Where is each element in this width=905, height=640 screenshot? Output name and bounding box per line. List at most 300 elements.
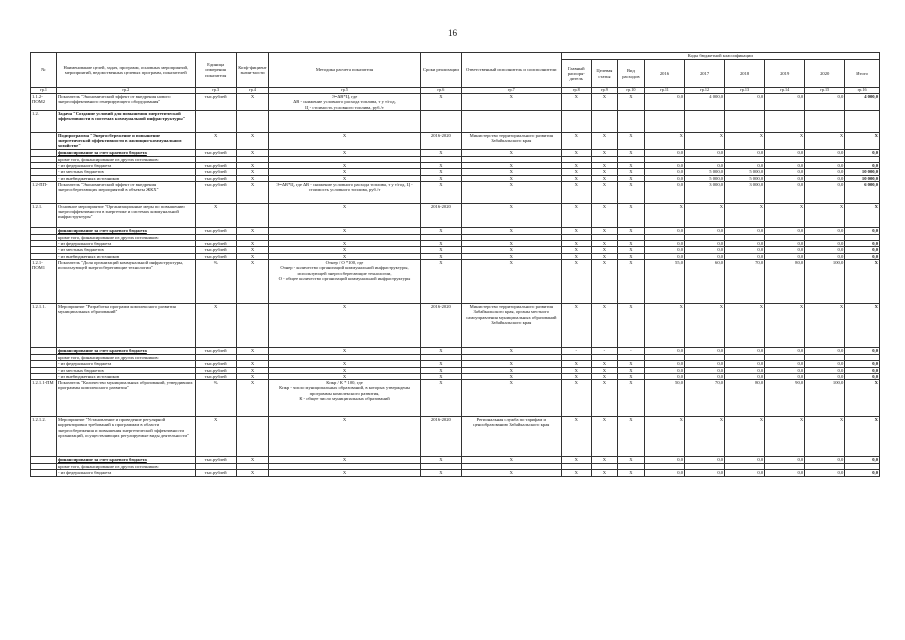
table-cell: 70,0 <box>685 380 725 417</box>
table-cell: X <box>617 241 644 247</box>
table-cell: X <box>269 373 421 379</box>
table-cell: 0,0 <box>725 373 765 379</box>
table-cell: 0,0 <box>765 227 805 234</box>
gr-cell: гр.15 <box>805 88 845 94</box>
table-cell: 0,0 <box>845 162 880 168</box>
table-cell: 60,0 <box>685 259 725 303</box>
table-row <box>31 149 880 156</box>
table-cell: X <box>461 181 561 203</box>
table-cell <box>31 149 57 156</box>
table-cell: X <box>236 470 268 476</box>
table-cell: 0,0 <box>644 470 684 476</box>
table-cell: - из внебюджетных источников <box>56 373 195 379</box>
table-cell: X <box>561 259 591 303</box>
table-cell: - из федерального бюджета <box>56 162 195 168</box>
table-cell: X <box>617 181 644 203</box>
table-cell: X <box>269 162 421 168</box>
table-cell: X <box>236 259 268 303</box>
table-row <box>31 259 880 303</box>
table-cell: тыс.рублей <box>195 253 236 259</box>
table-cell: X <box>236 162 268 168</box>
table-cell: X <box>561 247 591 253</box>
table-cell: X <box>561 380 591 417</box>
header-term: Сроки реализации <box>420 53 461 88</box>
table-cell: X <box>236 373 268 379</box>
table-cell <box>31 457 57 464</box>
table-cell: 0,0 <box>725 247 765 253</box>
table-cell: X <box>725 132 765 149</box>
table-cell: X <box>269 241 421 247</box>
table-cell: X <box>591 227 617 234</box>
table-cell: X <box>591 303 617 347</box>
table-cell: 0,0 <box>644 169 684 175</box>
header-method: Методика расчета показателя <box>269 53 421 88</box>
table-cell: X <box>617 417 644 457</box>
table-cell: 0,0 <box>685 373 725 379</box>
table-cell: X <box>591 241 617 247</box>
table-cell: 1.1.2-ПОМ2 <box>31 94 57 111</box>
table-cell: X <box>461 149 561 156</box>
table-cell: 1.2-ПП- <box>31 181 57 203</box>
header-coef: Коэф-фициент значи-мости <box>236 53 268 88</box>
table-cell: 0,0 <box>805 149 845 156</box>
table-cell: 0,0 <box>725 367 765 373</box>
table-cell: X <box>420 149 461 156</box>
table-cell <box>31 132 57 149</box>
table-cell: X <box>591 259 617 303</box>
table-cell: X <box>236 347 268 354</box>
table-cell: X <box>195 417 236 457</box>
table-cell: X <box>461 162 561 168</box>
table-cell: 0,0 <box>765 470 805 476</box>
table-cell: 1.2.1-ПОМ1 <box>31 259 57 303</box>
table-cell: X <box>617 247 644 253</box>
table-cell: X <box>269 203 421 227</box>
table-cell: Подпрограмма "Энергосбережение и повышение энергетической эффективности в жилищно-коммунальном хозяйстве" <box>56 132 195 149</box>
table-cell: X <box>561 175 591 181</box>
table-row <box>31 380 880 417</box>
table-cell: 55,0 <box>644 259 684 303</box>
table-cell <box>236 303 268 347</box>
table-cell: 0,0 <box>845 457 880 464</box>
table-cell: X <box>765 417 805 457</box>
table-cell: X <box>461 247 561 253</box>
table-cell: 0,0 <box>644 367 684 373</box>
table-cell: 0,0 <box>644 347 684 354</box>
table-cell: 80,0 <box>725 380 765 417</box>
table-cell: 0,0 <box>805 241 845 247</box>
table-cell: X <box>269 347 421 354</box>
table-cell: X <box>685 132 725 149</box>
table-cell: X <box>591 373 617 379</box>
table-cell: X <box>591 380 617 417</box>
table-row <box>31 110 880 132</box>
table-cell: Э=ΔВ*Ц, где ΔВ - снижение условного расхода топлива, т у т/год, Ц - стоимость условного топлива, руб./т <box>269 181 421 203</box>
table-cell: финансирование за счет краевого бюджета <box>56 149 195 156</box>
table-cell: финансирование за счет краевого бюджета <box>56 347 195 354</box>
table-cell: 100,0 <box>805 259 845 303</box>
table-cell: 0,0 <box>685 162 725 168</box>
table-cell: Министерство территориального развития Забайкальского края <box>461 132 561 149</box>
table-cell: X <box>461 457 561 464</box>
table-cell: 0,0 <box>765 149 805 156</box>
table-cell: X <box>269 169 421 175</box>
table-cell <box>195 110 236 132</box>
table-cell <box>765 110 805 132</box>
table-cell: X <box>269 175 421 181</box>
header-article: Целевая статья <box>591 60 617 88</box>
table-cell: 0,0 <box>644 361 684 367</box>
table-cell: X <box>591 132 617 149</box>
header-name: Наименование целей, задач, программ, основных мероприятий, мероприятий, ведомственных целевых программ, показателей <box>56 53 195 88</box>
table-cell: - из местных бюджетов <box>56 247 195 253</box>
table-cell: X <box>617 361 644 367</box>
table-cell: X <box>725 303 765 347</box>
table-cell: 5 000,0 <box>725 175 765 181</box>
table-cell <box>420 110 461 132</box>
table-cell: X <box>561 132 591 149</box>
table-cell: - <box>617 347 644 354</box>
table-cell: 1.2.1. <box>31 203 57 227</box>
table-cell: 0,0 <box>725 227 765 234</box>
gr-cell: гр.2 <box>56 88 195 94</box>
gr-cell: гр.1 <box>31 88 57 94</box>
table-cell: X <box>461 373 561 379</box>
table-cell: % <box>195 380 236 417</box>
table-cell: тыс.рублей <box>195 94 236 111</box>
table-cell: X <box>765 203 805 227</box>
table-cell: X <box>591 247 617 253</box>
header-num: № <box>31 53 57 88</box>
table-cell: X <box>591 361 617 367</box>
table-cell: X <box>420 380 461 417</box>
table-cell: 0,0 <box>644 247 684 253</box>
table-cell: Э=ΔВ*Ц, где ΔВ - снижение условного расхода топлива, т у т/год, Ц - стоимость условного топлива, руб./т <box>269 94 421 111</box>
table-cell: 0,0 <box>765 367 805 373</box>
table-cell: 0,0 <box>805 457 845 464</box>
table-cell: X <box>644 417 684 457</box>
table-cell: X <box>561 94 591 111</box>
table-cell: X <box>269 253 421 259</box>
table-cell: X <box>236 149 268 156</box>
table-cell: Задача "Создание условий для повышения энергетической эффективности в системах коммунальной инфраструктуры" <box>56 110 195 132</box>
table-cell: 0,0 <box>644 373 684 379</box>
table-cell: 0,0 <box>765 361 805 367</box>
table-cell <box>685 110 725 132</box>
table-cell: X <box>461 227 561 234</box>
table-cell: 50,0 <box>644 380 684 417</box>
table-cell: X <box>236 241 268 247</box>
table-cell: X <box>561 367 591 373</box>
header-2016: 2016 <box>644 60 684 88</box>
table-cell: кроме того, финансирование из других источников: <box>56 464 195 470</box>
table-cell: 0,0 <box>644 241 684 247</box>
table-cell: X <box>420 259 461 303</box>
table-cell: X <box>845 203 880 227</box>
table-cell: 4 000,0 <box>845 94 880 111</box>
table-cell: X <box>236 367 268 373</box>
table-cell: X <box>845 132 880 149</box>
table-cell: 2016-2020 <box>420 303 461 347</box>
table-cell: 0,0 <box>725 94 765 111</box>
table-cell: 0,0 <box>845 227 880 234</box>
table-cell: тыс.рублей <box>195 347 236 354</box>
table-cell: 0,0 <box>765 175 805 181</box>
table-cell: 0,0 <box>685 361 725 367</box>
table-cell: X <box>461 259 561 303</box>
table-cell: X <box>420 361 461 367</box>
table-cell: X <box>591 417 617 457</box>
table-cell: X <box>765 303 805 347</box>
table-cell: 0,0 <box>644 94 684 111</box>
table-cell: 0,0 <box>805 373 845 379</box>
table-cell: 0,0 <box>845 373 880 379</box>
table-cell <box>617 110 644 132</box>
table-cell: X <box>845 303 880 347</box>
header-chief: Главный распоря-дитель <box>561 60 591 88</box>
table-cell: 0,0 <box>805 347 845 354</box>
table-cell: 0,0 <box>725 162 765 168</box>
table-cell: X <box>805 417 845 457</box>
table-cell: X <box>617 470 644 476</box>
table-cell: 0,0 <box>685 227 725 234</box>
table-cell: 0,0 <box>685 149 725 156</box>
table-cell <box>591 110 617 132</box>
table-cell: X <box>561 417 591 457</box>
table-cell: X <box>591 253 617 259</box>
table-cell: X <box>269 417 421 457</box>
table-row <box>31 303 880 347</box>
table-cell: X <box>461 241 561 247</box>
gr-cell: гр.13 <box>725 88 765 94</box>
table-cell: 0,0 <box>644 181 684 203</box>
table-cell: 0,0 <box>725 361 765 367</box>
table-cell: X <box>617 373 644 379</box>
table-cell: X <box>685 203 725 227</box>
table-cell: X <box>461 203 561 227</box>
table-cell: - из федерального бюджета <box>56 241 195 247</box>
table-cell: X <box>561 361 591 367</box>
table-cell: 5 000,0 <box>725 169 765 175</box>
table-cell: X <box>617 175 644 181</box>
table-cell: 1.2.1.2. <box>31 417 57 457</box>
table-cell: X <box>236 94 268 111</box>
header-budget-group: Коды бюджетной классификации <box>561 53 879 60</box>
table-cell: кроме того, финансирование из других источников: <box>56 354 195 360</box>
table-cell: - из внебюджетных источников <box>56 253 195 259</box>
table-cell: X <box>591 94 617 111</box>
table-cell: Отнер / О *100, где Оэнер - количество организаций коммунальной инфраструктуры, использующей энергосберегающие технологии, О - общее количество организаций коммунальной инфраструктуры <box>269 259 421 303</box>
page-number: 16 <box>448 28 457 38</box>
table-cell: финансирование за счет краевого бюджета <box>56 227 195 234</box>
table-cell: 0,0 <box>845 367 880 373</box>
gr-cell: гр.7 <box>461 88 561 94</box>
table-cell: X <box>236 247 268 253</box>
table-cell: 0,0 <box>805 175 845 181</box>
table-cell: X <box>644 303 684 347</box>
table-cell <box>461 110 561 132</box>
table-cell: 0,0 <box>644 175 684 181</box>
table-cell: кроме того, финансирование из других источников: <box>56 234 195 240</box>
table-cell: X <box>805 203 845 227</box>
table-cell: Основное мероприятие "Организационные меры по повышению энергоэффективности в энергетике и системах коммунальной инфраструктуры" <box>56 203 195 227</box>
table-cell: 0,0 <box>805 162 845 168</box>
table-cell: 0,0 <box>765 169 805 175</box>
table-cell: X <box>236 175 268 181</box>
table-cell: X <box>845 380 880 417</box>
table-cell: 0,0 <box>765 457 805 464</box>
table-cell <box>644 110 684 132</box>
table-cell: 0,0 <box>725 457 765 464</box>
table-cell: 0,0 <box>805 181 845 203</box>
table-row <box>31 181 880 203</box>
gr-cell: гр.4 <box>236 88 268 94</box>
table-cell: X <box>561 149 591 156</box>
table-cell: 0,0 <box>644 457 684 464</box>
table-cell: Мероприятие "Разработка программ комплексного развития муниципальных образований" <box>56 303 195 347</box>
table-cell: 5 000,0 <box>685 169 725 175</box>
table-cell: - из внебюджетных источников <box>56 175 195 181</box>
table-cell: X <box>236 132 268 149</box>
table-cell: X <box>561 169 591 175</box>
table-cell <box>31 227 57 234</box>
table-cell: 0,0 <box>685 253 725 259</box>
header-2019: 2019 <box>765 60 805 88</box>
table-cell <box>269 110 421 132</box>
table-cell: 0,0 <box>725 241 765 247</box>
table-cell: X <box>420 457 461 464</box>
table-cell: X <box>461 94 561 111</box>
table-cell: X <box>617 203 644 227</box>
table-cell: X <box>236 227 268 234</box>
table-cell: X <box>561 203 591 227</box>
table-cell: X <box>805 303 845 347</box>
table-cell: тыс.рублей <box>195 227 236 234</box>
table-cell: 0,0 <box>805 247 845 253</box>
table-cell: 80,0 <box>765 259 805 303</box>
table-cell: кроме того, финансирование из других источников: <box>56 156 195 162</box>
table-cell: тыс.рублей <box>195 367 236 373</box>
table-cell: X <box>725 417 765 457</box>
table-cell <box>561 110 591 132</box>
table-row <box>31 457 880 464</box>
table-cell: X <box>561 457 591 464</box>
table-cell: 0,0 <box>644 253 684 259</box>
table-cell: X <box>561 303 591 347</box>
table-cell: X <box>685 417 725 457</box>
table-cell: тыс.рублей <box>195 181 236 203</box>
table-cell: X <box>420 162 461 168</box>
table-cell: X <box>765 132 805 149</box>
table-cell: Показатель "Доля организаций коммунальной инфраструктуры, использующей энергосберегающие технологии" <box>56 259 195 303</box>
table-cell: X <box>591 203 617 227</box>
table-cell: - из федерального бюджета <box>56 470 195 476</box>
table-cell: X <box>269 149 421 156</box>
table-cell: 0,0 <box>845 347 880 354</box>
table-cell: 1.2. <box>31 110 57 132</box>
gr-cell: гр.10 <box>617 88 644 94</box>
table-cell: 10 000,0 <box>845 169 880 175</box>
header-expense: Вид расходов <box>617 60 644 88</box>
table-cell: X <box>420 227 461 234</box>
table-cell: X <box>617 303 644 347</box>
table-body <box>31 94 880 477</box>
table-cell: X <box>420 247 461 253</box>
table-cell: 0,0 <box>845 247 880 253</box>
header-2018: 2018 <box>725 60 765 88</box>
table-cell: 0,0 <box>805 94 845 111</box>
table-cell <box>236 203 268 227</box>
table-cell: 0,0 <box>805 367 845 373</box>
table-cell: 5 000,0 <box>685 175 725 181</box>
table-row <box>31 470 880 476</box>
table-cell: 6 000,0 <box>845 181 880 203</box>
table-cell: 0,0 <box>765 373 805 379</box>
table-cell: Кпкр / К * 100, где Кпкр - число муниципальных образований, в которых утверждены программы комплексного развития, К - общее число муниципальных образований <box>269 380 421 417</box>
table-cell: 0,0 <box>685 241 725 247</box>
header-2020: 2020 <box>805 60 845 88</box>
table-cell: 0,0 <box>765 181 805 203</box>
table-cell: X <box>420 94 461 111</box>
table-cell: 10 000,0 <box>845 175 880 181</box>
table-cell: X <box>269 227 421 234</box>
table-cell: 0,0 <box>805 253 845 259</box>
table-cell: X <box>420 181 461 203</box>
table-cell: X <box>617 380 644 417</box>
table-cell <box>31 347 57 354</box>
table-cell: Региональная служба по тарифам и ценообразованию Забайкальского края <box>461 417 561 457</box>
table-cell: X <box>461 175 561 181</box>
table-cell: 0,0 <box>685 457 725 464</box>
table-row <box>31 347 880 354</box>
table-cell: 0,0 <box>845 149 880 156</box>
table-cell: 0,0 <box>765 253 805 259</box>
table-cell: Показатель "Экономический эффект от внедрения энергосберегающих мероприятий в объекты ЖКХ" <box>56 181 195 203</box>
table-cell: X <box>725 203 765 227</box>
table-cell: X <box>591 367 617 373</box>
table-cell: X <box>617 169 644 175</box>
table-cell: 2016-2020 <box>420 132 461 149</box>
table-row <box>31 94 880 111</box>
header-executor: Ответственный исполнитель и соисполнители <box>461 53 561 88</box>
table-cell: X <box>269 132 421 149</box>
table-cell <box>845 110 880 132</box>
table-row <box>31 417 880 457</box>
table-cell <box>236 417 268 457</box>
table-cell: тыс.рублей <box>195 247 236 253</box>
table-cell: X <box>195 203 236 227</box>
table-cell: тыс.рублей <box>195 373 236 379</box>
table-row <box>31 132 880 149</box>
table-cell: X <box>591 181 617 203</box>
table-cell: 0,0 <box>685 470 725 476</box>
table-cell: 0,0 <box>765 247 805 253</box>
table-cell: 2016-2020 <box>420 203 461 227</box>
table-cell: X <box>236 361 268 367</box>
table-cell: X <box>236 457 268 464</box>
table-cell: 0,0 <box>765 347 805 354</box>
table-cell: X <box>644 132 684 149</box>
table-cell: X <box>461 380 561 417</box>
table-cell: X <box>591 470 617 476</box>
table-cell: 0,0 <box>685 247 725 253</box>
table-cell: 4 000,0 <box>685 94 725 111</box>
table-cell: X <box>269 303 421 347</box>
gr-cell: гр.8 <box>561 88 591 94</box>
table-cell: X <box>420 175 461 181</box>
table-cell <box>725 110 765 132</box>
gr-cell: гр.11 <box>644 88 684 94</box>
